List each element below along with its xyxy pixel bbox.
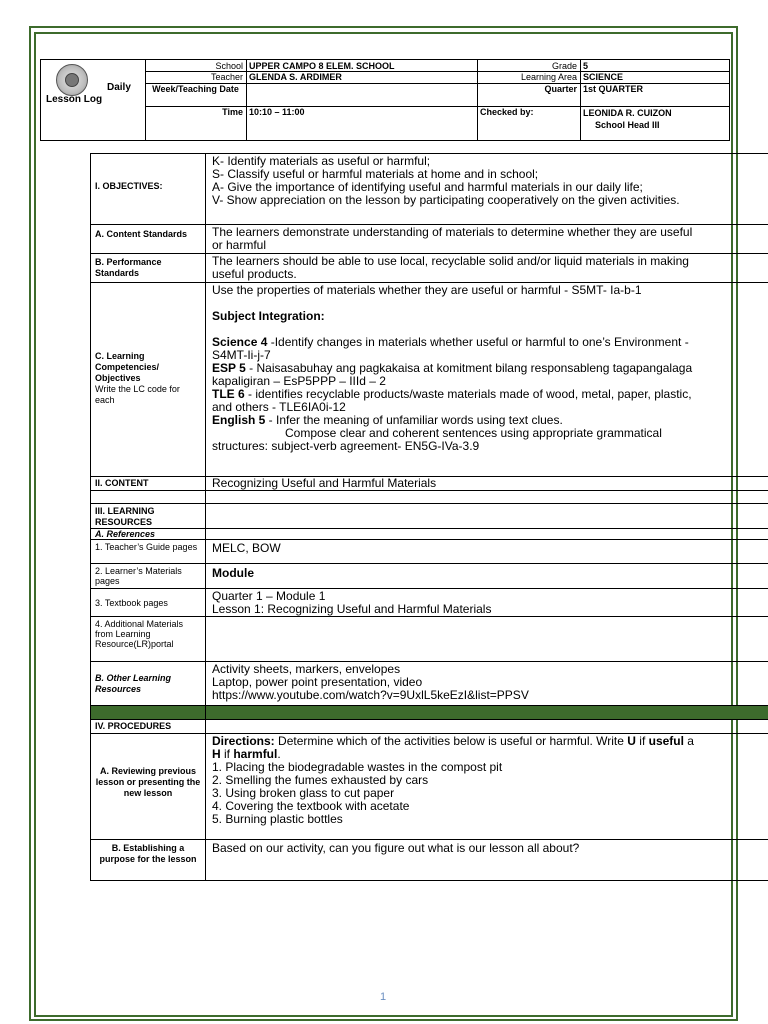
- lesson-table: [90, 153, 768, 864]
- time-label: Time: [222, 107, 243, 117]
- week-date-label: Week/Teaching Date: [152, 84, 239, 94]
- objective-s: S- Classify useful or harmful materials at home and in school;: [212, 167, 539, 181]
- competencies-label: [90, 283, 206, 476]
- performance-standards-label: B. Performance Standards: [90, 254, 206, 282]
- blank-row: [90, 491, 768, 504]
- competencies-text: [206, 283, 768, 476]
- content-row: [90, 477, 768, 491]
- subject-integration-heading: Subject Integration:: [212, 309, 325, 323]
- purpose-label: B. Establishing a purpose for the lesson: [90, 840, 206, 880]
- performance-standards-row: [90, 254, 768, 283]
- directions-line2: H if harmful.: [212, 747, 281, 761]
- activity-item: 3. Using broken glass to cut paper: [212, 786, 395, 800]
- textbook-line1: Quarter 1 – Module 1: [212, 589, 326, 603]
- learners-materials-value: Module: [212, 566, 254, 580]
- school-value: UPPER CAMPO 8 ELEM. SCHOOL: [249, 61, 395, 71]
- objective-v: V- Show appreciation on the lesson by participating cooperatively on the given activities.: [212, 193, 680, 207]
- checker-position: School Head III: [595, 120, 660, 130]
- competencies-label-main: C. Learning Competencies/ Objectives: [95, 351, 160, 383]
- procedures-row: [90, 720, 768, 734]
- integration-english-3: structures: subject-verb agreement- EN5G-IVa-3.9: [212, 439, 480, 453]
- objectives-row: [90, 154, 768, 225]
- teacher-value: GLENDA S. ARDIMER: [249, 72, 342, 82]
- deped-seal-icon: [56, 64, 88, 96]
- textbook-row: [90, 589, 768, 617]
- other-resources-row: [90, 662, 768, 706]
- school-label: School: [215, 61, 243, 71]
- learners-materials-row: [90, 564, 768, 589]
- header-title-daily: Daily: [107, 82, 131, 93]
- activity-item: 1. Placing the biodegradable wastes in the compost pit: [212, 760, 503, 774]
- content-standards-label: A. Content Standards: [90, 225, 206, 253]
- week-date-value: [246, 83, 477, 106]
- references-label: A. References: [90, 529, 206, 539]
- learning-area-label: Learning Area: [520, 72, 577, 82]
- competencies-label-note: Write the LC code for each: [95, 384, 180, 405]
- textbook-label: 3. Textbook pages: [90, 589, 206, 616]
- reviewing-text: [206, 734, 768, 839]
- performance-standards-text: [206, 254, 768, 282]
- teachers-guide-label: 1. Teacher’s Guide pages: [90, 540, 206, 563]
- grade-label: Grade: [551, 61, 577, 71]
- textbook-value: [206, 589, 768, 616]
- teachers-guide-value: MELC, BOW: [212, 541, 281, 555]
- integration-esp: ESP 5 - Naisasabuhay ang pagkakaisa at komitment bilang responsableng tagapangalaga: [212, 361, 693, 375]
- other-resources-line2: Laptop, power point presentation, video: [212, 675, 423, 689]
- objectives-label: I. OBJECTIVES:: [90, 154, 206, 224]
- purpose-row: [90, 840, 768, 881]
- grade-value: 5: [583, 61, 589, 71]
- integration-science: Science 4 -Identify changes in materials whether useful or harmful to one’s Environment -: [212, 335, 689, 349]
- objective-a: A- Give the importance of identifying useful and harmful materials in our daily life;: [212, 180, 643, 194]
- other-resources-value: [206, 662, 768, 705]
- integration-science-code: S4MT-Ii-j-7: [212, 348, 271, 362]
- activity-item: 2. Smelling the fumes exhausted by cars: [212, 773, 429, 787]
- competencies-row: [90, 283, 768, 477]
- performance-standards-line2: useful products.: [212, 267, 297, 281]
- resources-label: III. LEARNING RESOURCES: [90, 504, 206, 528]
- resources-row: [90, 504, 768, 529]
- learning-area-value: SCIENCE: [583, 72, 624, 82]
- textbook-line2: Lesson 1: Recognizing Useful and Harmful Materials: [212, 602, 492, 616]
- content-standards-text: [206, 225, 768, 253]
- checker-name: LEONIDA R. CUIZON: [583, 108, 672, 118]
- section-divider: [90, 706, 768, 720]
- reviewing-label: A. Reviewing previous lesson or presenting the new lesson: [90, 734, 206, 839]
- teacher-label: Teacher: [210, 72, 243, 82]
- header-row-time: [145, 106, 730, 140]
- integration-tle-code: and others - TLE6IA0i-12: [212, 400, 346, 414]
- learners-materials-label: 2. Learner’s Materials pages: [90, 564, 206, 588]
- performance-standards-line1: The learners should be able to use local, recyclable solid and/or liquid materials in making: [212, 254, 689, 268]
- header-row-week: [145, 83, 730, 107]
- teachers-guide-row: [90, 540, 768, 564]
- other-resources-line1: Activity sheets, markers, envelopes: [212, 662, 401, 676]
- content-standards-row: [90, 225, 768, 254]
- header-title-log: Lesson Log: [46, 94, 103, 105]
- other-resources-link: https://www.youtube.com/watch?v=9UxlL5keEzI&list=PPSV: [212, 688, 529, 702]
- content-standards-line1: The learners demonstrate understanding of materials to determine whether they are useful: [212, 225, 693, 239]
- integration-esp-code: kapaligiran – EsP5PPP – IIId – 2: [212, 374, 386, 388]
- objective-k: K- Identify materials as useful or harmful;: [212, 154, 431, 168]
- content-value: Recognizing Useful and Harmful Materials: [212, 477, 437, 490]
- procedures-label: IV. PROCEDURES: [90, 720, 206, 733]
- purpose-value: Based on our activity, can you figure out what is our lesson all about?: [212, 841, 580, 855]
- integration-english: English 5 - Infer the meaning of unfamiliar words using text clues.: [212, 413, 563, 427]
- header-title-cell: [41, 60, 146, 140]
- lesson-log-header: [40, 59, 730, 141]
- other-resources-label: B. Other Learning Resources: [90, 662, 206, 705]
- time-value: 10:10 – 11:00: [249, 107, 305, 117]
- references-row: [90, 529, 768, 540]
- quarter-label: Quarter: [544, 84, 577, 94]
- page-number: 1: [380, 991, 387, 1003]
- additional-materials-label: 4. Additional Materials from Learning Resource(LR)portal: [90, 617, 206, 661]
- activity-item: 4. Covering the textbook with acetate: [212, 799, 410, 813]
- directions-line1: Directions: Determine which of the activities below is useful or harmful. Write U if useful a: [212, 734, 694, 748]
- additional-materials-row: [90, 617, 768, 662]
- content-standards-line2: or harmful: [212, 238, 267, 252]
- checked-by-value: [580, 106, 730, 140]
- checked-by-label: Checked by:: [480, 107, 534, 117]
- competency-main: Use the properties of materials whether they are useful or harmful - S5MT- Ia-b-1: [212, 283, 642, 297]
- integration-tle: TLE 6 - identifies recyclable products/waste materials made of wood, metal, paper, plastic,: [212, 387, 692, 401]
- integration-english-2: Compose clear and coherent sentences using appropriate grammatical: [285, 426, 662, 440]
- quarter-value: 1st QUARTER: [583, 84, 644, 94]
- content-label: II. CONTENT: [90, 477, 206, 490]
- reviewing-row: [90, 734, 768, 840]
- activity-item: 5. Burning plastic bottles: [212, 812, 343, 826]
- objectives-text: [206, 154, 768, 224]
